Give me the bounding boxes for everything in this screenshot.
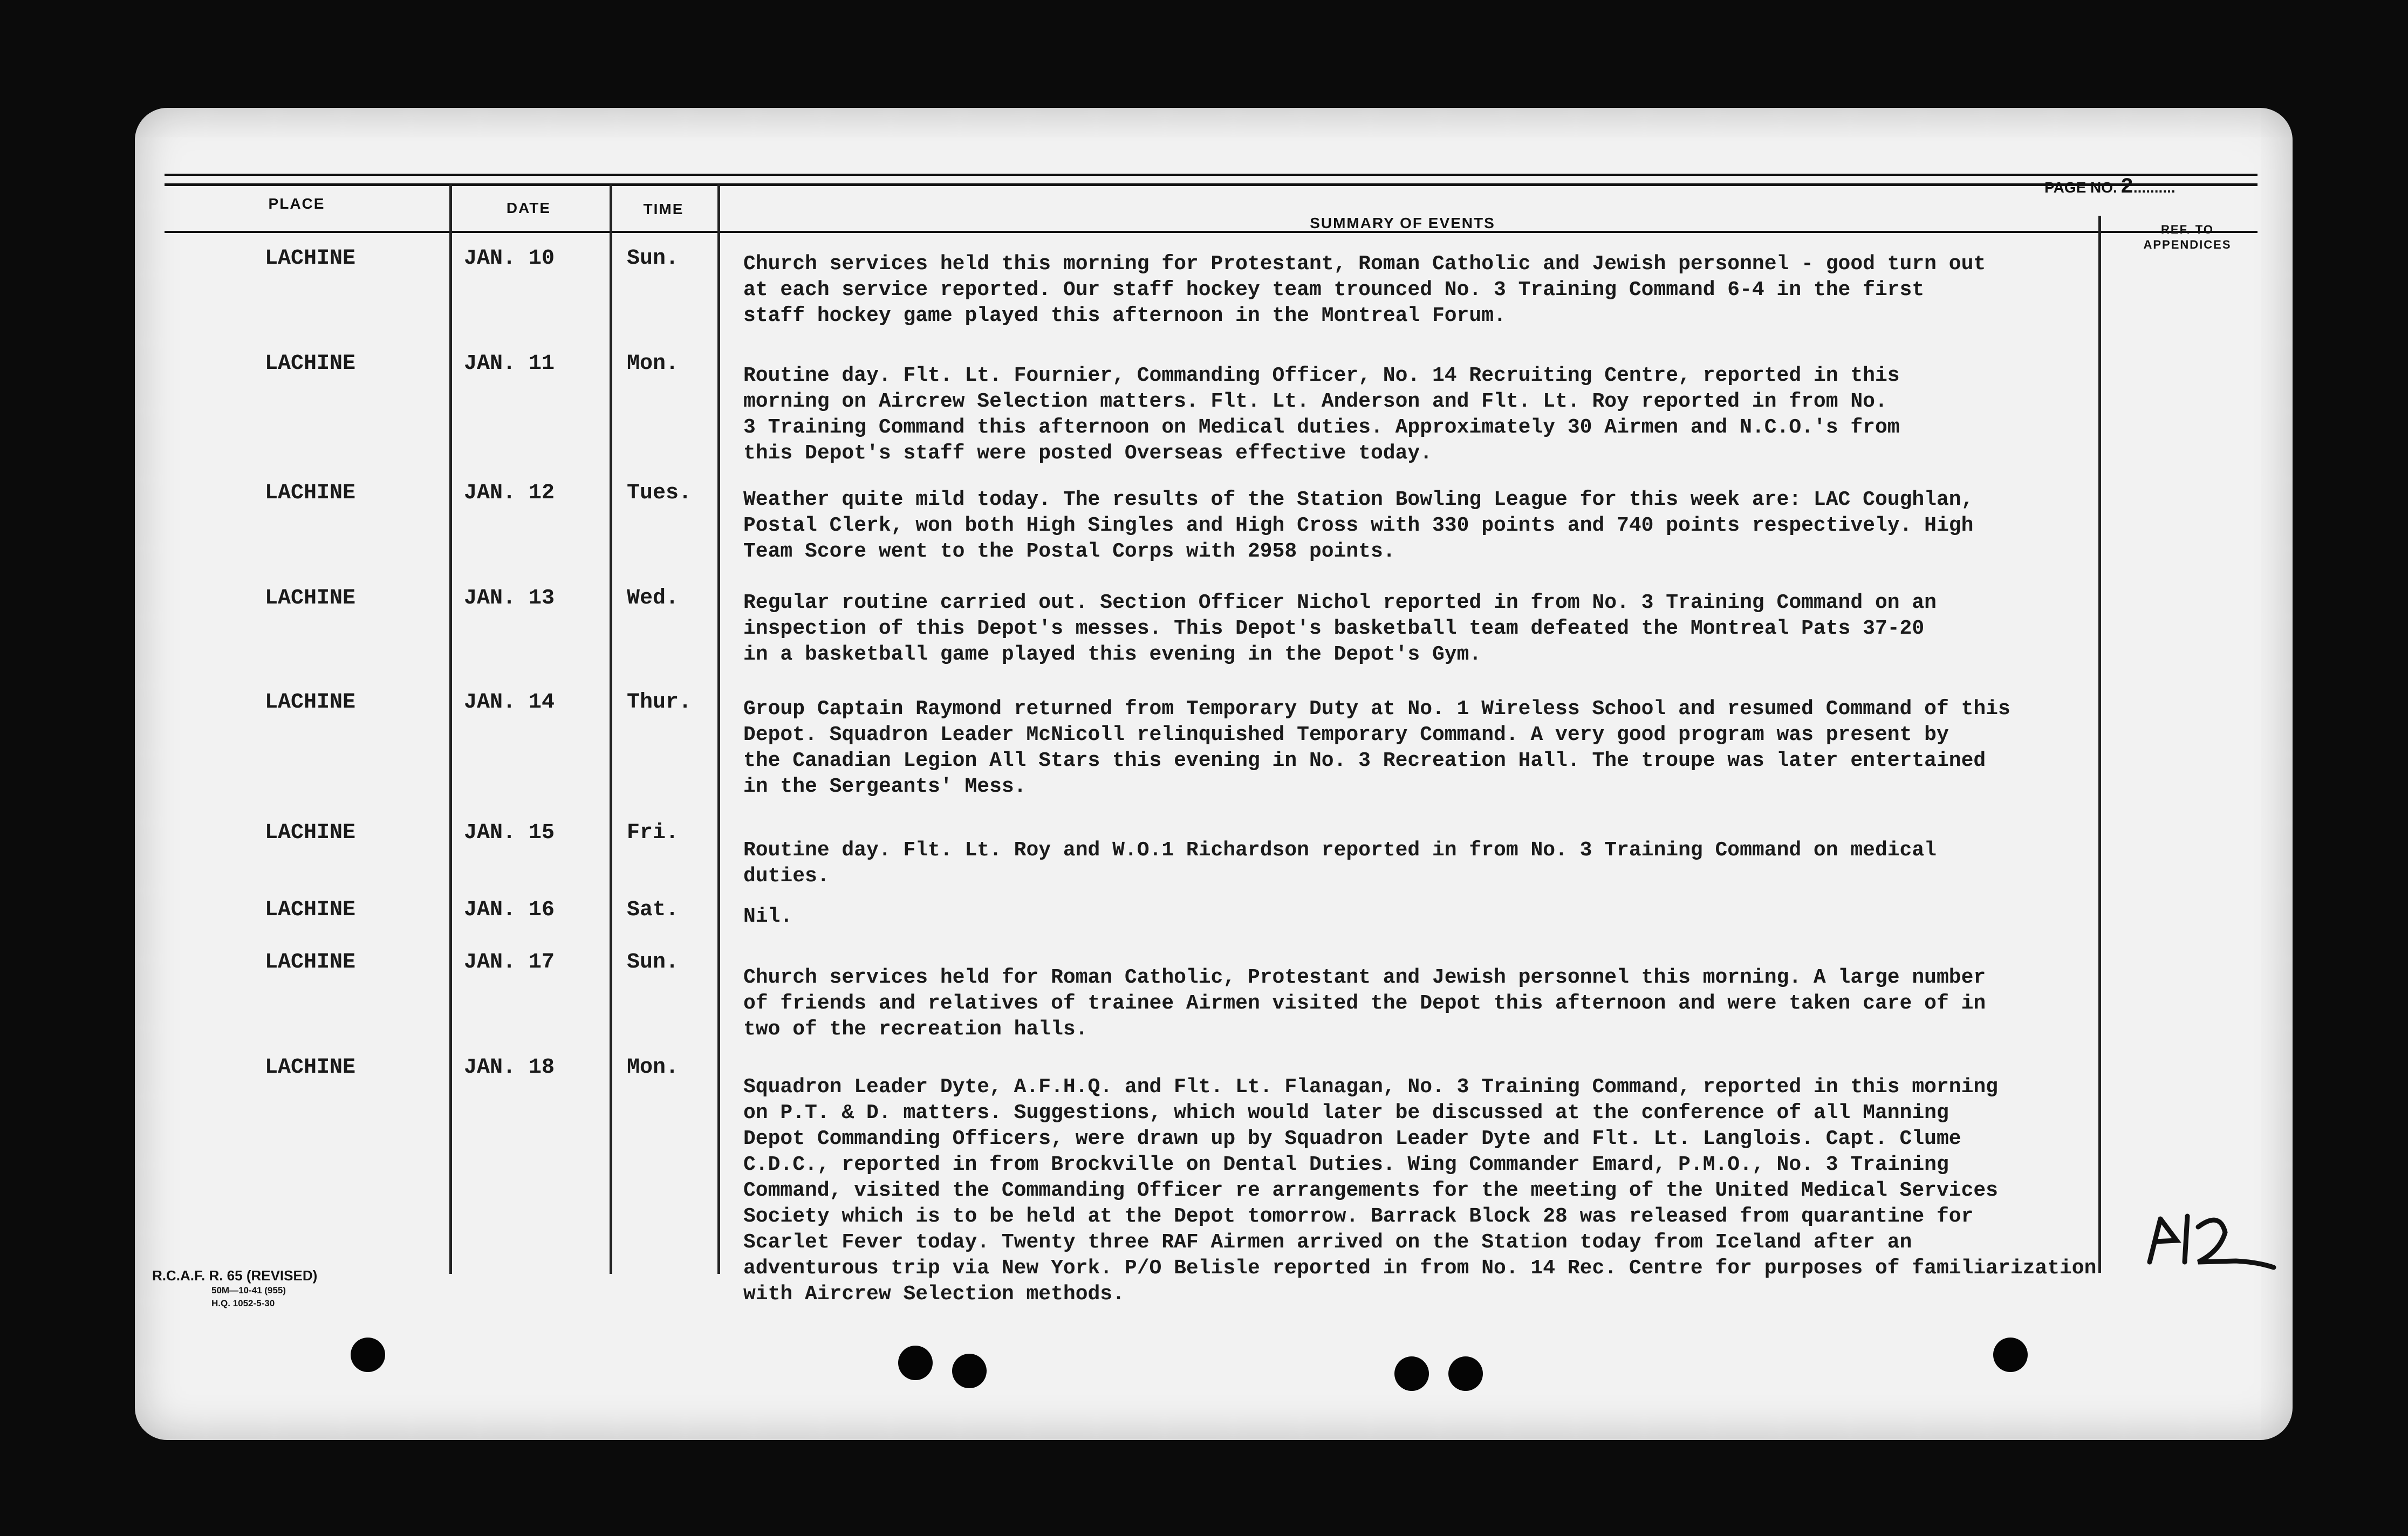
entry-place: LACHINE <box>264 586 356 611</box>
punch-hole <box>1448 1356 1483 1391</box>
header-date: DATE <box>506 200 551 216</box>
entry-time: Sun. <box>627 950 679 975</box>
entry-date: JAN. 16 <box>464 898 555 922</box>
entry-summary: Routine day. Flt. Lt. Roy and W.O.1 Richardson reported in from No. 3 Training Command on medical duties. <box>743 839 1937 888</box>
punch-hole <box>1993 1338 2028 1372</box>
entry-place: LACHINE <box>264 690 356 715</box>
entry-date: JAN. 11 <box>464 352 555 376</box>
entry-time: Fri. <box>627 821 679 845</box>
column-line-1 <box>449 184 452 1274</box>
top-rule <box>165 174 2258 176</box>
form-reference <box>152 1267 317 1310</box>
entry-place: LACHINE <box>264 481 356 505</box>
entry-summary: Squadron Leader Dyte, A.F.H.Q. and Flt. Lt. Flanagan, No. 3 Training Command, reported in this morning on P.T. & D. matters. Suggestions, which would later be discussed at the conference of all Manning Depot Commanding Officers, were drawn up by Squadron Leader Dyte and Flt. Lt. Langlois. Capt. Clume C.D.C., reported in from Brockville on Dental Duties. Wing Commander Emard, P.M.O., No. 3 Training Command, visited the Commanding Officer re arrangements for the meeting of the United Medical Services Society which is to be held at the Depot tomorrow. Barrack Block 28 was released from quarantine for Scarlet Fever today. Twenty three RAF Airmen arrived on the Station today from Iceland after an adventurous trip via New York. P/O Belisle reported in from No. 14 Rec. Centre for purposes of familiarization with Aircrew Selection methods. <box>743 1075 2097 1306</box>
entry-summary: Nil. <box>743 905 793 928</box>
entry-date: JAN. 14 <box>464 690 555 715</box>
handwritten-page-annotation <box>2144 1208 2279 1273</box>
punch-hole <box>1394 1356 1429 1391</box>
punch-hole <box>898 1346 933 1380</box>
entry-summary: Regular routine carried out. Section Officer Nichol reported in from No. 3 Training Command on an inspection of this Depot's messes. This Depot's basketball team defeated the Montreal Pats 37-20 in a basketball game played this evening in the Depot's Gym. <box>743 591 1937 666</box>
entry-place: LACHINE <box>264 950 356 975</box>
entry-place: LACHINE <box>264 352 356 376</box>
column-line-3 <box>717 184 720 1274</box>
entry-place: LACHINE <box>264 898 356 922</box>
entry-date: JAN. 13 <box>464 586 555 611</box>
entry-time: Wed. <box>627 586 679 611</box>
form-print-code: 50M—10-41 (955) <box>211 1285 286 1295</box>
entry-date: JAN. 17 <box>464 950 555 975</box>
column-line-2 <box>610 184 612 1274</box>
entry-place: LACHINE <box>264 1055 356 1080</box>
entry-date: JAN. 18 <box>464 1055 555 1080</box>
entry-summary: Routine day. Flt. Lt. Fournier, Commanding Officer, No. 14 Recruiting Centre, reported in this morning on Aircrew Selection matters. Flt. Lt. Anderson and Flt. Lt. Roy reported in from No. 3 Training Command this afternoon on Medical duties. Approximately 30 Airmen and N.C.O.'s from this Depot's staff were posted Overseas effective today. <box>743 364 1900 465</box>
punch-hole <box>952 1354 987 1388</box>
header-summary: SUMMARY OF EVENTS <box>1310 215 1495 231</box>
entry-date: JAN. 12 <box>464 481 555 505</box>
entry-place: LACHINE <box>264 821 356 845</box>
page-number-leader: .......... <box>2133 179 2176 196</box>
entry-date: JAN. 15 <box>464 821 555 845</box>
entry-time: Tues. <box>627 481 692 505</box>
entry-time: Sat. <box>627 898 679 922</box>
entry-date: JAN. 10 <box>464 246 555 271</box>
page-number-value: 2 <box>2120 175 2133 200</box>
entry-time: Sun. <box>627 246 679 271</box>
entry-place: LACHINE <box>264 246 356 271</box>
entry-summary: Group Captain Raymond returned from Temporary Duty at No. 1 Wireless School and resumed Command of this Depot. Squadron Leader McNicoll relinquished Temporary Command. A very good program was present by the Canadian Legion All Stars this evening in No. 3 Recreation Hall. The troupe was later entertained in the Sergeants' Mess. <box>743 697 2010 798</box>
form-number: R.C.A.F. R. 65 (REVISED) <box>152 1267 318 1284</box>
entry-summary: Weather quite mild today. The results of the Station Bowling League for this week are: LAC Coughlan, Postal Clerk, won both High Singles and High Cross with 330 points and 740 points respectively. High Team Score went to the Postal Corps with 2958 points. <box>743 488 1974 563</box>
entry-summary: Church services held this morning for Protestant, Roman Catholic and Jewish personnel - good turn out at each service reported. Our staff hockey team trounced No. 3 Training Command 6-4 in the first staff hockey game played this afternoon in the Montreal Forum. <box>743 252 1986 327</box>
punch-hole <box>351 1338 385 1372</box>
header-place: PLACE <box>268 195 325 212</box>
header-ref-appendices: REF. TO APPENDICES <box>2143 223 2232 251</box>
entry-time: Mon. <box>627 1055 679 1080</box>
header-rule <box>165 231 2258 233</box>
top-rule-2 <box>165 183 2258 186</box>
entry-time: Mon. <box>627 352 679 376</box>
header-time: TIME <box>643 201 684 217</box>
form-hq-code: H.Q. 1052-5-30 <box>211 1298 275 1308</box>
entry-time: Thur. <box>627 690 692 715</box>
entry-summary: Church services held for Roman Catholic, Protestant and Jewish personnel this morning. A large number of friends and relatives of trainee Airmen visited the Depot this afternoon and were taken care of in two of the recreation halls. <box>743 966 1986 1041</box>
page-label: PAGE NO. <box>2044 179 2117 196</box>
page-number <box>2044 175 2176 200</box>
